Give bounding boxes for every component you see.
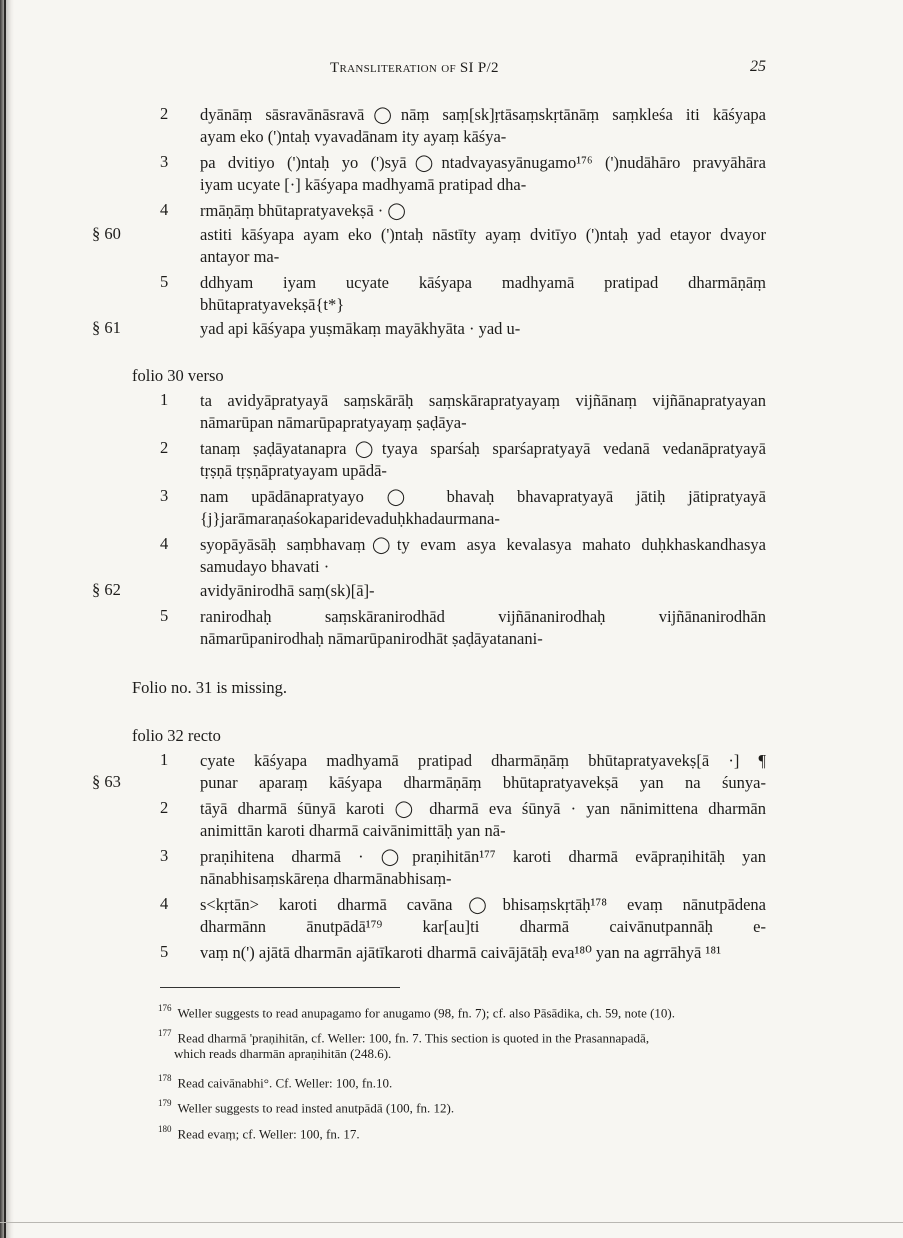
text-line: rmāṇāṃ bhūtapratyavekṣā · ◯ [200,201,406,220]
line-number: 2 [160,104,169,123]
text-line: dyānāṃ sāsravānāsravā◯nāṃ saṃ[sk]ṛtāsaṃskṛtānāṃ saṃkleśa iti kāśyapa [200,105,766,124]
text-line: dharmānn ānutpādā¹⁷⁹ kar[au]ti dharmā caivānutpannāḥ e- [200,917,766,936]
section-marker: § 62 [92,580,121,599]
section-marker: § 63 [92,772,121,791]
footnote-text: Weller suggests to read anupagamo for anugamo (98, fn. 7); cf. also Pāsādika, ch. 59, note (10). [177,1005,676,1021]
footnote-number: 180 [158,1124,172,1134]
folio-32-heading: folio 32 recto [132,726,221,745]
footnote [158,1000,768,1022]
line-number: 5 [160,606,169,625]
scan-bottom-edge [0,1222,903,1223]
text-line: ta avidyāpratyayā saṃskārāḥ saṃskārapratyayaṃ vijñānaṃ vijñānapratyayan [200,391,766,410]
missing-folio-note: Folio no. 31 is missing. [132,678,287,697]
text-line: ayam eko (')ntaḥ vyavadānam ity ayaṃ kāśya- [200,127,507,146]
footnote [158,1070,768,1092]
text-line: cyate kāśyapa madhyamā pratipad dharmāṇāṃ bhūtapratyavekṣ[ā ·] ¶ [200,751,766,770]
line-number: 4 [160,534,169,553]
text-line: praṇihitena dharmā · ◯praṇihitān¹⁷⁷ karoti dharmā evāpraṇihitāḥ yan [200,847,766,866]
page-edge-shadow [0,0,14,1238]
line-number: 1 [160,750,169,769]
text-line: pa dvitiyo (')ntaḥ yo (')syā◯ntadvayasyānugamo¹⁷⁶ (')nudāhāro pravyāhāra [200,153,766,172]
footnote-number: 178 [158,1073,172,1083]
footnote-number: 179 [158,1098,172,1108]
text-line: bhūtapratyavekṣā{t*} [200,295,345,314]
text-line: syopāyāsāḥ saṃbhavaṃ◯ty evam asya kevalasya mahato duḥkhaskandhasya [200,535,766,554]
text-line: tāyā dharmā śūnyā karoti ◯ dharmā eva śūnyā · yan nānimittena dharmān [200,799,766,818]
text-line: nāmarūpan nāmarūpapratyayaṃ ṣaḍāya- [200,413,467,432]
footnote-text: Read caivānabhi°. Cf. Weller: 100, fn.10. [177,1075,393,1091]
text-line: tanaṃ ṣaḍāyatanapra◯tyaya sparśaḥ sparśapratyayā vedanā vedanāpratyayā [200,439,766,458]
text-line: nānabhisaṃskāreṇa dharmānabhisaṃ- [200,869,452,888]
text-line: tṛṣṇā tṛṣṇāpratyayam upādā- [200,461,387,480]
line-number: 2 [160,798,169,817]
footnote-number: 177 [158,1028,172,1038]
line-number: 3 [160,846,169,865]
footnote-text: Read evaṃ; cf. Weller: 100, fn. 17. [177,1126,360,1142]
footnote [158,1044,784,1063]
line-number: 4 [160,894,169,913]
text-line: ddhyam iyam ucyate kāśyapa madhyamā pratipad dharmāṇāṃ [200,273,766,292]
line-number: 3 [160,152,169,171]
text-line: ranirodhaḥ saṃskāranirodhād vijñānanirodhaḥ vijñānanirodhān [200,607,766,626]
section-marker: § 60 [92,224,121,243]
line-number: 5 [160,942,169,961]
text-line: animittān karoti dharmā caivānimittāḥ yan nā- [200,821,506,840]
text-line: nam upādānapratyayo ◯ bhavaḥ bhavapratyayā jātiḥ jātipratyayā [200,487,766,506]
footnote-text: Weller suggests to read insted anutpādā (100, fn. 12). [177,1100,455,1116]
footnote-number: 176 [158,1003,172,1013]
footnote [158,1095,768,1117]
text-line: antayor ma- [200,247,280,266]
footnote-rule [160,987,400,988]
binding-edge [4,0,6,1238]
running-header-title: Transliteration of SI P/2 [330,60,499,76]
footnote-text: which reads dharmān apraṇihitān (248.6). [174,1046,392,1061]
section-marker: § 61 [92,318,121,337]
text-line: astiti kāśyapa ayam eko (')ntaḥ nāstīty ayaṃ dvitīyo (')ntaḥ yad etayor dvayor [200,225,766,244]
page-number: 25 [750,58,766,75]
text-line: yad api kāśyapa yuṣmākaṃ mayākhyāta · yad u- [200,319,521,338]
footnote [158,1121,768,1143]
text-line: vaṃ n(') ajātā dharmān ajātīkaroti dharmā caivājātāḥ eva¹⁸⁰ yan na agrrāhyā ¹⁸¹ [200,943,722,962]
line-number: 4 [160,200,169,219]
text-line: samudayo bhavati · [200,557,330,576]
line-number: 1 [160,390,169,409]
text-line: avidyānirodhā saṃ(sk)[ā]- [200,581,375,600]
text-line: punar aparaṃ kāśyapa dharmāṇāṃ bhūtapratyavekṣā yan na śunya- [200,773,766,792]
line-number: 2 [160,438,169,457]
line-number: 3 [160,486,169,505]
text-line: iyam ucyate [·] kāśyapa madhyamā pratipad dha- [200,175,527,194]
text-line: {j}jarāmaraṇaśokaparidevaduḥkhadaurmana- [200,509,500,528]
text-line: nāmarūpanirodhaḥ nāmarūpanirodhāt ṣaḍāyatanani- [200,629,543,648]
text-line: s<kṛtān> karoti dharmā cavāna◯bhisaṃskṛtāḥ¹⁷⁸ evaṃ nānutpādena [200,895,766,914]
folio-30-heading: folio 30 verso [132,366,224,385]
line-number: 5 [160,272,169,291]
footnote-text: Read dharmā 'praṇihitān, cf. Weller: 100, fn. 7. This section is quoted in the Prasannapadā, [177,1030,650,1046]
